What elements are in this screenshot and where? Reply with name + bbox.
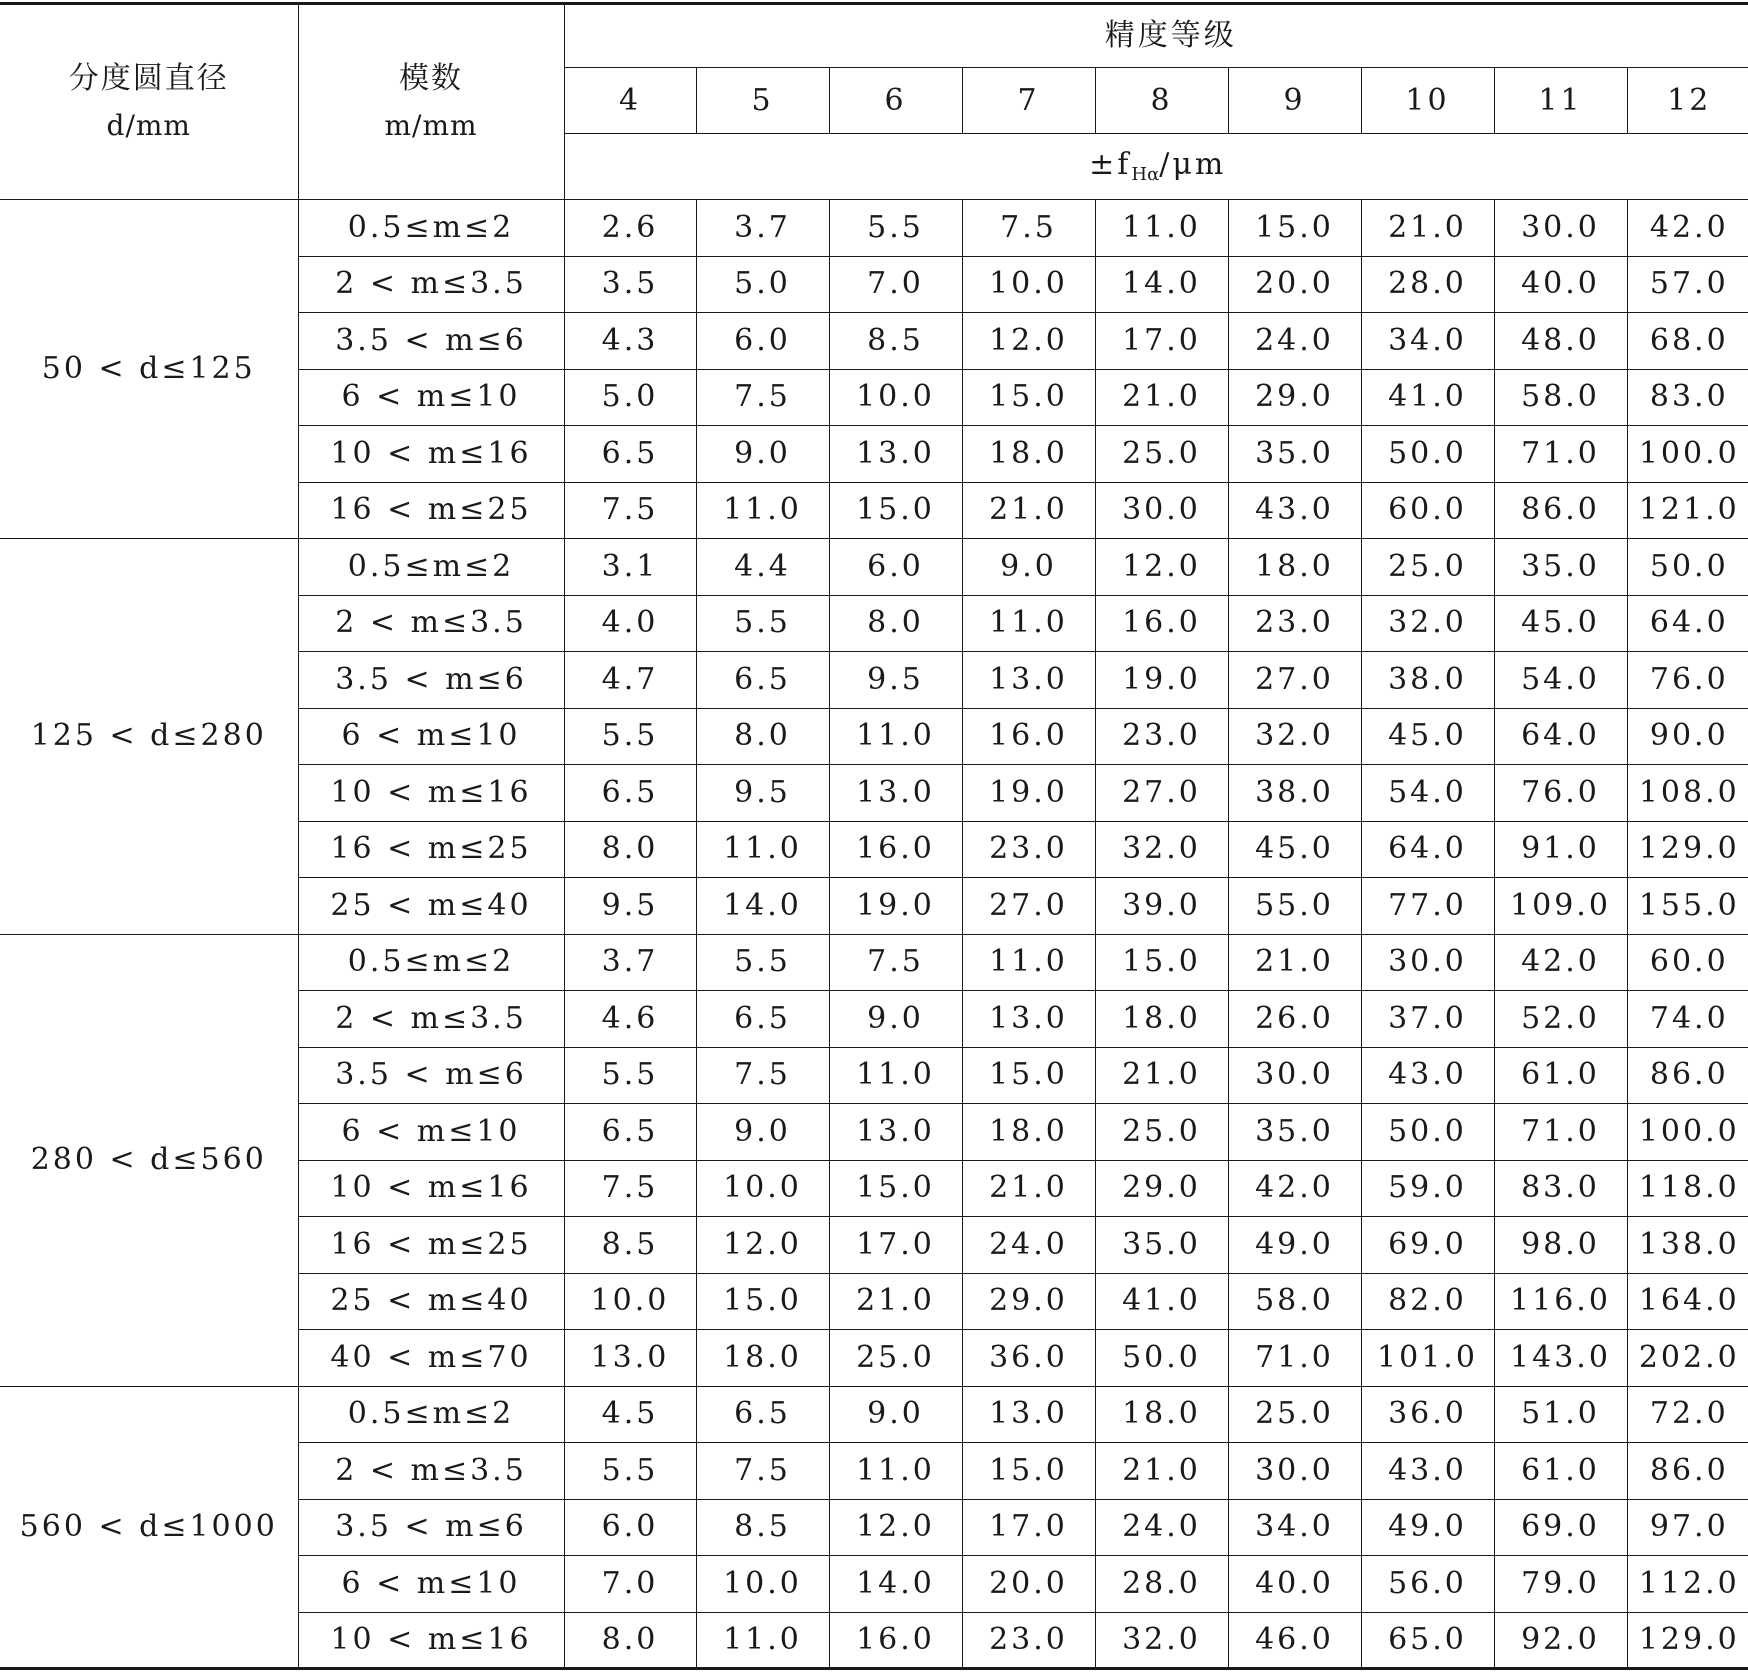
value-cell: 3.7 [696, 200, 829, 257]
value-unit-subscript: Hα [1131, 163, 1160, 185]
module-range-cell: 16 < m≤25 [298, 482, 564, 539]
value-cell: 25.0 [1361, 539, 1494, 596]
module-range-cell: 10 < m≤16 [298, 1612, 564, 1669]
value-cell: 57.0 [1627, 256, 1748, 313]
value-cell: 35.0 [1228, 426, 1361, 483]
value-cell: 18.0 [696, 1330, 829, 1387]
value-cell: 8.0 [696, 708, 829, 765]
value-cell: 30.0 [1228, 1047, 1361, 1104]
module-range-cell: 25 < m≤40 [298, 1273, 564, 1330]
value-cell: 7.5 [696, 1443, 829, 1500]
value-cell: 27.0 [1228, 652, 1361, 709]
value-cell: 42.0 [1494, 934, 1627, 991]
value-cell: 7.5 [829, 934, 962, 991]
module-range-cell: 16 < m≤25 [298, 821, 564, 878]
module-header [298, 4, 564, 200]
value-cell: 101.0 [1361, 1330, 1494, 1387]
value-cell: 60.0 [1361, 482, 1494, 539]
value-cell: 4.0 [564, 595, 696, 652]
value-cell: 12.0 [696, 1217, 829, 1274]
module-range-cell: 6 < m≤10 [298, 708, 564, 765]
value-cell: 5.5 [696, 595, 829, 652]
value-cell: 14.0 [1095, 256, 1228, 313]
value-unit-suffix: /μm [1159, 146, 1227, 182]
grade-7: 7 [962, 68, 1095, 134]
value-cell: 27.0 [962, 878, 1095, 935]
value-cell: 71.0 [1494, 426, 1627, 483]
value-cell: 36.0 [1361, 1386, 1494, 1443]
value-cell: 74.0 [1627, 991, 1748, 1048]
value-cell: 112.0 [1627, 1556, 1748, 1613]
module-range-cell: 0.5≤m≤2 [298, 1386, 564, 1443]
value-cell: 121.0 [1627, 482, 1748, 539]
value-cell: 40.0 [1228, 1556, 1361, 1613]
value-cell: 71.0 [1228, 1330, 1361, 1387]
value-cell: 16.0 [829, 1612, 962, 1669]
value-cell: 51.0 [1494, 1386, 1627, 1443]
value-cell: 49.0 [1361, 1499, 1494, 1556]
value-cell: 30.0 [1228, 1443, 1361, 1500]
value-cell: 9.0 [829, 1386, 962, 1443]
value-cell: 11.0 [1095, 200, 1228, 257]
value-cell: 129.0 [1627, 821, 1748, 878]
value-cell: 54.0 [1361, 765, 1494, 822]
value-cell: 36.0 [962, 1330, 1095, 1387]
module-range-cell: 3.5 < m≤6 [298, 313, 564, 370]
module-range-cell: 3.5 < m≤6 [298, 652, 564, 709]
value-cell: 21.0 [1095, 369, 1228, 426]
value-cell: 15.0 [1228, 200, 1361, 257]
value-cell: 29.0 [1095, 1160, 1228, 1217]
value-cell: 17.0 [962, 1499, 1095, 1556]
value-cell: 15.0 [696, 1273, 829, 1330]
value-cell: 59.0 [1361, 1160, 1494, 1217]
value-cell: 21.0 [829, 1273, 962, 1330]
value-cell: 15.0 [962, 1443, 1095, 1500]
value-cell: 12.0 [1095, 539, 1228, 596]
value-cell: 65.0 [1361, 1612, 1494, 1669]
diameter-range-cell: 560 < d≤1000 [0, 1386, 298, 1669]
value-cell: 6.0 [564, 1499, 696, 1556]
grade-10: 10 [1361, 68, 1494, 134]
value-cell: 14.0 [696, 878, 829, 935]
module-range-cell: 6 < m≤10 [298, 369, 564, 426]
value-cell: 23.0 [1095, 708, 1228, 765]
value-cell: 64.0 [1494, 708, 1627, 765]
module-range-cell: 6 < m≤10 [298, 1556, 564, 1613]
value-cell: 3.1 [564, 539, 696, 596]
value-cell: 69.0 [1494, 1499, 1627, 1556]
value-cell: 20.0 [962, 1556, 1095, 1613]
value-cell: 202.0 [1627, 1330, 1748, 1387]
value-cell: 32.0 [1361, 595, 1494, 652]
value-cell: 18.0 [962, 1104, 1095, 1161]
value-cell: 30.0 [1494, 200, 1627, 257]
diameter-unit: d/mm [106, 109, 191, 142]
table-row [0, 200, 1748, 257]
value-cell: 72.0 [1627, 1386, 1748, 1443]
value-cell: 15.0 [829, 1160, 962, 1217]
value-cell: 86.0 [1494, 482, 1627, 539]
value-cell: 61.0 [1494, 1047, 1627, 1104]
value-cell: 5.5 [564, 1443, 696, 1500]
module-range-cell: 25 < m≤40 [298, 878, 564, 935]
value-cell: 90.0 [1627, 708, 1748, 765]
value-cell: 16.0 [829, 821, 962, 878]
value-cell: 10.0 [696, 1556, 829, 1613]
value-cell: 19.0 [1095, 652, 1228, 709]
value-cell: 21.0 [1095, 1443, 1228, 1500]
value-cell: 13.0 [962, 652, 1095, 709]
value-cell: 30.0 [1361, 934, 1494, 991]
value-cell: 6.5 [564, 765, 696, 822]
value-cell: 5.5 [696, 934, 829, 991]
value-cell: 40.0 [1494, 256, 1627, 313]
value-cell: 7.5 [564, 482, 696, 539]
value-cell: 2.6 [564, 200, 696, 257]
value-cell: 13.0 [564, 1330, 696, 1387]
value-cell: 60.0 [1627, 934, 1748, 991]
value-cell: 6.5 [564, 1104, 696, 1161]
value-cell: 35.0 [1095, 1217, 1228, 1274]
grade-12: 12 [1627, 68, 1748, 134]
value-cell: 24.0 [1228, 313, 1361, 370]
value-cell: 5.5 [829, 200, 962, 257]
value-unit-prefix: ±f [1089, 146, 1132, 182]
value-cell: 21.0 [1361, 200, 1494, 257]
value-cell: 8.0 [829, 595, 962, 652]
value-cell: 109.0 [1494, 878, 1627, 935]
value-cell: 9.0 [962, 539, 1095, 596]
value-cell: 38.0 [1228, 765, 1361, 822]
value-cell: 32.0 [1228, 708, 1361, 765]
value-cell: 18.0 [1095, 1386, 1228, 1443]
value-cell: 18.0 [962, 426, 1095, 483]
table-row [0, 539, 1748, 596]
value-cell: 10.0 [962, 256, 1095, 313]
value-cell: 50.0 [1627, 539, 1748, 596]
value-cell: 20.0 [1228, 256, 1361, 313]
module-label: 模数 [399, 61, 463, 96]
value-cell: 10.0 [696, 1160, 829, 1217]
value-cell: 61.0 [1494, 1443, 1627, 1500]
value-cell: 116.0 [1494, 1273, 1627, 1330]
value-cell: 92.0 [1494, 1612, 1627, 1669]
value-cell: 18.0 [1228, 539, 1361, 596]
module-range-cell: 0.5≤m≤2 [298, 539, 564, 596]
diameter-label: 分度圆直径 [68, 61, 229, 96]
value-cell: 4.3 [564, 313, 696, 370]
value-cell: 43.0 [1361, 1443, 1494, 1500]
value-cell: 27.0 [1095, 765, 1228, 822]
value-cell: 41.0 [1361, 369, 1494, 426]
value-cell: 6.5 [696, 991, 829, 1048]
grade-11: 11 [1494, 68, 1627, 134]
value-cell: 56.0 [1361, 1556, 1494, 1613]
table-body [0, 200, 1748, 1669]
value-cell: 32.0 [1095, 1612, 1228, 1669]
value-cell: 4.4 [696, 539, 829, 596]
value-cell: 58.0 [1494, 369, 1627, 426]
value-cell: 21.0 [1095, 1047, 1228, 1104]
module-range-cell: 0.5≤m≤2 [298, 934, 564, 991]
value-cell: 7.0 [829, 256, 962, 313]
grade-header: 精度等级 [564, 4, 1748, 68]
value-cell: 7.5 [962, 200, 1095, 257]
value-cell: 143.0 [1494, 1330, 1627, 1387]
value-cell: 11.0 [962, 934, 1095, 991]
value-cell: 25.0 [829, 1330, 962, 1387]
module-range-cell: 10 < m≤16 [298, 765, 564, 822]
module-range-cell: 2 < m≤3.5 [298, 991, 564, 1048]
value-cell: 21.0 [962, 1160, 1095, 1217]
module-range-cell: 10 < m≤16 [298, 1160, 564, 1217]
value-cell: 9.0 [696, 1104, 829, 1161]
value-cell: 50.0 [1361, 1104, 1494, 1161]
value-cell: 15.0 [829, 482, 962, 539]
value-cell: 8.5 [564, 1217, 696, 1274]
value-cell: 82.0 [1361, 1273, 1494, 1330]
value-cell: 19.0 [962, 765, 1095, 822]
value-cell: 8.0 [564, 821, 696, 878]
value-cell: 11.0 [829, 1047, 962, 1104]
value-cell: 38.0 [1361, 652, 1494, 709]
value-cell: 97.0 [1627, 1499, 1748, 1556]
value-cell: 6.0 [829, 539, 962, 596]
value-cell: 77.0 [1361, 878, 1494, 935]
value-cell: 14.0 [829, 1556, 962, 1613]
value-cell: 11.0 [829, 1443, 962, 1500]
value-cell: 37.0 [1361, 991, 1494, 1048]
value-cell: 18.0 [1095, 991, 1228, 1048]
value-cell: 8.5 [829, 313, 962, 370]
value-cell: 29.0 [1228, 369, 1361, 426]
value-cell: 49.0 [1228, 1217, 1361, 1274]
value-cell: 8.0 [564, 1612, 696, 1669]
value-cell: 17.0 [1095, 313, 1228, 370]
tolerance-table [0, 2, 1748, 1670]
value-cell: 100.0 [1627, 426, 1748, 483]
value-cell: 9.0 [696, 426, 829, 483]
value-cell: 11.0 [696, 1612, 829, 1669]
value-cell: 13.0 [962, 991, 1095, 1048]
diameter-range-cell: 50 < d≤125 [0, 200, 298, 539]
table-row [0, 1386, 1748, 1443]
value-unit-header [564, 134, 1748, 200]
value-cell: 86.0 [1627, 1443, 1748, 1500]
value-cell: 83.0 [1627, 369, 1748, 426]
value-cell: 3.5 [564, 256, 696, 313]
value-cell: 4.6 [564, 991, 696, 1048]
value-cell: 17.0 [829, 1217, 962, 1274]
value-cell: 28.0 [1095, 1556, 1228, 1613]
value-cell: 25.0 [1095, 426, 1228, 483]
value-cell: 76.0 [1627, 652, 1748, 709]
value-cell: 42.0 [1627, 200, 1748, 257]
value-cell: 23.0 [962, 821, 1095, 878]
value-cell: 54.0 [1494, 652, 1627, 709]
value-cell: 108.0 [1627, 765, 1748, 822]
value-cell: 118.0 [1627, 1160, 1748, 1217]
value-cell: 24.0 [1095, 1499, 1228, 1556]
grade-9: 9 [1228, 68, 1361, 134]
value-cell: 21.0 [1228, 934, 1361, 991]
value-cell: 76.0 [1494, 765, 1627, 822]
value-cell: 46.0 [1228, 1612, 1361, 1669]
value-cell: 35.0 [1228, 1104, 1361, 1161]
value-cell: 21.0 [962, 482, 1095, 539]
value-cell: 9.5 [829, 652, 962, 709]
value-cell: 39.0 [1095, 878, 1228, 935]
value-cell: 24.0 [962, 1217, 1095, 1274]
value-cell: 58.0 [1228, 1273, 1361, 1330]
value-cell: 23.0 [962, 1612, 1095, 1669]
value-cell: 29.0 [962, 1273, 1095, 1330]
value-cell: 15.0 [962, 1047, 1095, 1104]
module-range-cell: 2 < m≤3.5 [298, 1443, 564, 1500]
value-cell: 7.5 [696, 1047, 829, 1104]
value-cell: 138.0 [1627, 1217, 1748, 1274]
value-cell: 13.0 [962, 1386, 1095, 1443]
value-cell: 50.0 [1361, 426, 1494, 483]
value-cell: 83.0 [1494, 1160, 1627, 1217]
table-header [0, 4, 1748, 200]
value-cell: 68.0 [1627, 313, 1748, 370]
value-cell: 6.0 [696, 313, 829, 370]
value-cell: 79.0 [1494, 1556, 1627, 1613]
value-cell: 8.5 [696, 1499, 829, 1556]
module-range-cell: 16 < m≤25 [298, 1217, 564, 1274]
value-cell: 9.5 [696, 765, 829, 822]
value-cell: 5.5 [564, 708, 696, 765]
value-cell: 6.5 [696, 652, 829, 709]
table-row [0, 934, 1748, 991]
value-cell: 91.0 [1494, 821, 1627, 878]
value-cell: 5.0 [696, 256, 829, 313]
value-cell: 32.0 [1095, 821, 1228, 878]
module-range-cell: 40 < m≤70 [298, 1330, 564, 1387]
value-cell: 4.7 [564, 652, 696, 709]
value-cell: 10.0 [829, 369, 962, 426]
value-cell: 41.0 [1095, 1273, 1228, 1330]
module-range-cell: 3.5 < m≤6 [298, 1047, 564, 1104]
value-cell: 50.0 [1095, 1330, 1228, 1387]
value-cell: 71.0 [1494, 1104, 1627, 1161]
value-cell: 7.5 [696, 369, 829, 426]
value-cell: 11.0 [696, 821, 829, 878]
value-cell: 9.0 [829, 991, 962, 1048]
value-cell: 43.0 [1361, 1047, 1494, 1104]
value-cell: 11.0 [696, 482, 829, 539]
value-cell: 45.0 [1361, 708, 1494, 765]
grade-5: 5 [696, 68, 829, 134]
grade-6: 6 [829, 68, 962, 134]
value-cell: 10.0 [564, 1273, 696, 1330]
module-range-cell: 6 < m≤10 [298, 1104, 564, 1161]
value-cell: 155.0 [1627, 878, 1748, 935]
value-cell: 4.5 [564, 1386, 696, 1443]
module-range-cell: 2 < m≤3.5 [298, 595, 564, 652]
value-cell: 9.5 [564, 878, 696, 935]
value-cell: 6.5 [696, 1386, 829, 1443]
module-unit: m/mm [384, 109, 478, 142]
value-cell: 34.0 [1228, 1499, 1361, 1556]
value-cell: 3.7 [564, 934, 696, 991]
value-cell: 7.5 [564, 1160, 696, 1217]
value-cell: 48.0 [1494, 313, 1627, 370]
value-cell: 11.0 [962, 595, 1095, 652]
diameter-range-cell: 125 < d≤280 [0, 539, 298, 935]
value-cell: 129.0 [1627, 1612, 1748, 1669]
value-cell: 26.0 [1228, 991, 1361, 1048]
value-cell: 15.0 [1095, 934, 1228, 991]
value-cell: 28.0 [1361, 256, 1494, 313]
value-cell: 6.5 [564, 426, 696, 483]
value-cell: 15.0 [962, 369, 1095, 426]
grade-4: 4 [564, 68, 696, 134]
grade-8: 8 [1095, 68, 1228, 134]
diameter-header [0, 4, 298, 200]
module-range-cell: 10 < m≤16 [298, 426, 564, 483]
value-cell: 13.0 [829, 765, 962, 822]
module-range-cell: 3.5 < m≤6 [298, 1499, 564, 1556]
value-cell: 35.0 [1494, 539, 1627, 596]
module-range-cell: 0.5≤m≤2 [298, 200, 564, 257]
value-cell: 86.0 [1627, 1047, 1748, 1104]
value-cell: 55.0 [1228, 878, 1361, 935]
value-cell: 12.0 [962, 313, 1095, 370]
value-cell: 5.5 [564, 1047, 696, 1104]
value-cell: 16.0 [962, 708, 1095, 765]
value-cell: 100.0 [1627, 1104, 1748, 1161]
diameter-range-cell: 280 < d≤560 [0, 934, 298, 1386]
value-cell: 30.0 [1095, 482, 1228, 539]
value-cell: 45.0 [1494, 595, 1627, 652]
value-cell: 13.0 [829, 426, 962, 483]
value-cell: 12.0 [829, 1499, 962, 1556]
value-cell: 7.0 [564, 1556, 696, 1613]
value-cell: 16.0 [1095, 595, 1228, 652]
value-cell: 45.0 [1228, 821, 1361, 878]
value-cell: 64.0 [1627, 595, 1748, 652]
value-cell: 164.0 [1627, 1273, 1748, 1330]
value-cell: 43.0 [1228, 482, 1361, 539]
value-cell: 52.0 [1494, 991, 1627, 1048]
value-cell: 64.0 [1361, 821, 1494, 878]
value-cell: 69.0 [1361, 1217, 1494, 1274]
value-cell: 34.0 [1361, 313, 1494, 370]
value-cell: 19.0 [829, 878, 962, 935]
value-cell: 13.0 [829, 1104, 962, 1161]
value-cell: 98.0 [1494, 1217, 1627, 1274]
value-cell: 42.0 [1228, 1160, 1361, 1217]
value-cell: 23.0 [1228, 595, 1361, 652]
module-range-cell: 2 < m≤3.5 [298, 256, 564, 313]
value-cell: 5.0 [564, 369, 696, 426]
value-cell: 11.0 [829, 708, 962, 765]
value-cell: 25.0 [1095, 1104, 1228, 1161]
value-cell: 25.0 [1228, 1386, 1361, 1443]
